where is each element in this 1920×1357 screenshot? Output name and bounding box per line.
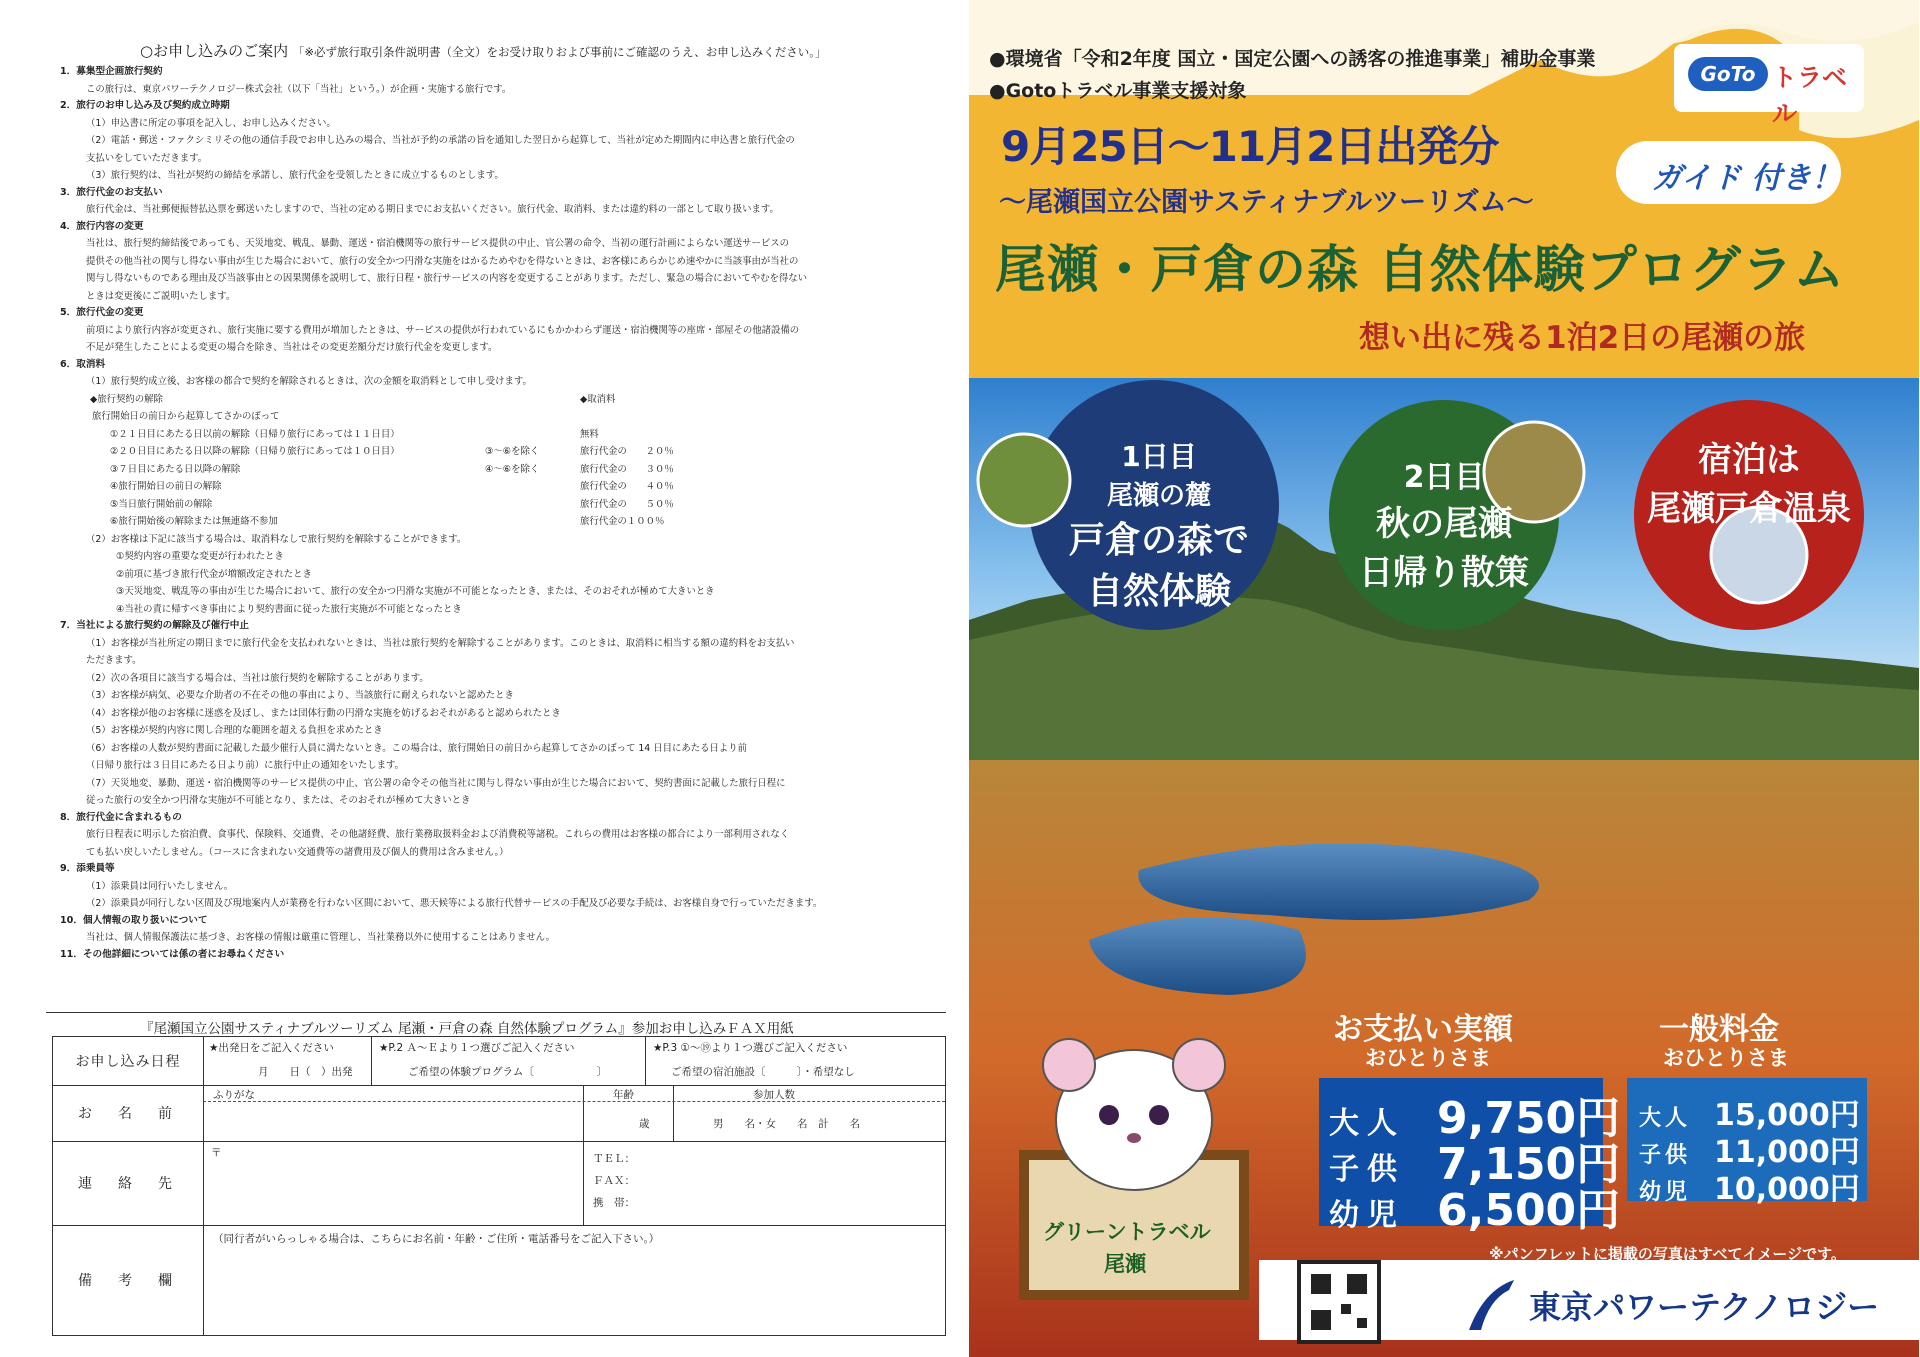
section-line: （4）お客様が他のお客様に迷惑を及ぼし、または団体行動の円滑な実施を妨げるおそれがあると認められたとき [86,707,561,719]
terms-section [60,219,940,306]
section-heading: 8．旅行代金に含まれるもの [60,811,182,823]
cancel-timing: ①２１日目にあたる日以前の解除（日帰り旅行にあっては１１日目） [110,428,400,440]
program-note: ★P.2 Ａ～Ｅより１つ選びご記入ください [379,1042,575,1054]
price-value: 6,500円 [1437,1185,1621,1236]
mascot-sign-text: 尾瀬 [1104,1252,1146,1276]
divider [583,1085,584,1141]
day2-circle [1349,452,1539,594]
section-line: （日帰り旅行は３日目にあたる日より前）に旅行中止の通知をいたします。 [86,760,405,771]
participants-label: 参加人数 [753,1089,795,1101]
cancel-fee: 旅行代金の ２０％ [580,446,674,457]
section-line: 旅行開始日の前日から起算してさかのぼって [92,411,280,422]
departure-dates: 9月25日～11月2日出発分 [1001,122,1499,171]
divider [583,1141,584,1225]
price-label: 幼児 [1329,1198,1405,1233]
flyer-title: 尾瀬・戸倉の森 自然体験プログラム [995,241,1846,300]
cancellation-section [60,357,940,619]
section-line: （1）お客様が当社所定の期日までに旅行代金を支払われないときは、当社は旅行契約を解除することがあります。このときは、取消料に相当する額の違約料をお支払い [86,637,795,649]
schedule-label: お申し込み日程 [53,1037,204,1085]
cancel-fee-row [60,461,940,479]
divider [645,1037,646,1085]
terms-section [60,98,940,185]
remarks-field[interactable] [213,1251,933,1329]
tel-field[interactable]: ＴＥＬ： [593,1153,635,1165]
terms-title-note: 「※必ず旅行取引条件説明書（全文）をお受け取りおよび事前にご確認のうえ、お申し込みください。」 [292,45,827,59]
cancel-fee: 旅行代金の１００％ [580,516,665,527]
section-line: ても払い戻しいたしません。（コースに含まれない交通費等の諸費用及び個人的費用は含みません。） [86,846,509,858]
actual-price-sub: おひとりさま [1365,1046,1491,1070]
section-line: （6）お客様の人数が契約書面に記載した最少催行人員に満たないとき。この場合は、旅行開始日の前日から起算してさかのぼって 14 日目にあたる日より前 [86,742,747,754]
price-label: 幼児 [1639,1180,1692,1205]
flyer-tagline: 想い出に残る1泊2日の尾瀬の旅 [1359,320,1806,356]
terms-section [60,618,940,810]
section-line: （7）天災地変、暴動、運送・宿泊機関等のサービス提供の中止、官公署の命令その他当社に関与し得ない事由が生じた場合において、契約書面に記載した旅行日程に [86,777,786,789]
subsidy-line: ●環境省「令和2年度 国立・国定公園への誘客の推進事業」補助金事業 [989,48,1596,70]
cancel-fee: 旅行代金の ３０％ [580,463,674,475]
regular-price-sub: おひとりさま [1663,1046,1789,1070]
stay-circle [1624,432,1874,530]
section-line: （2）添乗員が同行しない区間及び現地案内人が業務を行わない区間において、悪天候等による旅行代替サービスの手配及び必要な手続は、お客様自身で行っていただきます。 [86,898,823,909]
participants-field[interactable]: 男 名・女 名 計 名 [713,1118,860,1130]
section-heading: 1．募集型企画旅行契約 [60,66,163,77]
cancel-fee-row [60,513,940,531]
stay-line: 尾瀬戸倉温泉 [1647,489,1851,529]
section-line: 旅行代金は、当社郵便振替払込票を郵送いたしますので、当社の定める期日までにお支払いください。旅行代金、取消料、または違約料の一部として取り扱います。 [86,204,779,215]
form-row-schedule [53,1037,945,1086]
date-note: ★出発日をご記入ください [209,1042,334,1054]
address-field[interactable] [213,1163,573,1218]
section-heading: 2．旅行のお申し込み及び契約成立時期 [60,100,230,111]
name-label: お 名 前 [53,1085,204,1141]
section-line: 当社は、個人情報保護法に基づき、お客様の情報は厳重に管理し、当社業務以外に使用することはありません。 [86,932,555,943]
section-line: 関与し得ないものである理由及び当該事由との因果関係を説明して、旅行日程・旅行サービスの内容を変更することがあります。ただし、緊急の場合においてやむを得ない [86,273,807,284]
cancel-fee-row [60,496,940,514]
remarks-label: 備 考 欄 [53,1225,204,1335]
price-label: 子供 [1329,1152,1405,1187]
cancel-exception [485,496,580,514]
section-line: （2）電話・郵送・ファクシミリその他の通信手段でお申し込みの場合、当社が予約の承諾の旨を通知した翌日から起算して、当社が定めた期間内に申込書と旅行代金の [86,135,795,146]
day2-line: 日帰り散策 [1359,553,1529,593]
day1-line: 自然体験 [1086,571,1231,612]
cancel-exception: ④～⑥を除く [485,463,540,475]
cancel-fee-row [60,478,940,496]
actual-price-infant [1329,1174,1621,1238]
divider [371,1037,372,1085]
day1-line: 戸倉の森で [1068,520,1249,561]
goto-travel-logo [1674,44,1864,128]
section-heading: 11．その他詳細については係の者にお尋ねください [60,948,285,960]
name-field[interactable] [213,1107,578,1137]
age-unit: 歳 [639,1118,650,1130]
section-line: 支払いをしていただきます。 [86,152,208,164]
cancel-exception [485,478,580,496]
cancel-fee: 旅行代金の ５０％ [580,498,674,510]
age-label: 年齢 [613,1089,634,1101]
cancel-col-spacer [485,391,580,409]
form-row-contact [53,1141,945,1226]
section-line: （5）お客様が契約内容に関し合理的な範囲を超える負担を求めたとき [86,725,383,736]
section-line: ①契約内容の重要な変更が行われたとき [116,551,284,562]
section-heading: 6．取消料 [60,358,106,370]
section-line: 提供その他当社の関与し得ない事由が生じた場合において、旅行の安全かつ円滑な実施をはかるためやむを得ないときは、お客様にあらかじめ速やかに当該事由が当社の [86,255,799,267]
regular-price-heading: 一般料金 [1659,1012,1779,1047]
section-line: （2）お客様は下記に該当する場合は、取消料なしで旅行契約を解除することができます。 [86,533,467,545]
cancel-timing: ④旅行開始日の前日の解除 [110,481,222,492]
cancel-fee: 無料 [580,428,599,440]
regular-price-infant [1639,1164,1864,1208]
cancel-fee-row [60,443,940,461]
terms-section [60,64,940,98]
cancel-col-left: ◆旅行契約の解除 [90,393,163,405]
tour-flyer [969,0,1919,1357]
section-line: （1）旅行契約成立後、お客様の都合で契約を解除されるときは、次の金額を取消料として申し受けます。 [86,376,532,387]
divider [46,1012,946,1013]
divider [203,1101,945,1102]
section-line: 前項により旅行内容が変更され、旅行実施に要する費用が増加したときは、サービスの提供が行われているにもかかわらず運送・宿泊機関等の座席・部屋その他諸設備の [86,324,800,336]
section-line: （3）旅行契約は、当社が契約の締結を承諾し、旅行代金を受領したときに成立するものとします。 [86,170,504,181]
day2-label: 2日目 [1403,460,1485,495]
date-field[interactable]: 月 日（ ）出発 [258,1066,353,1078]
lodging-note: ★P.3 ①～⑲より１つ選びご記入ください [653,1042,848,1054]
day1-circle [1064,435,1254,614]
photo-disclaimer: ※パンフレットに掲載の写真はすべてイメージです。 [1489,1245,1846,1263]
section-heading: 9．添乗員等 [60,863,115,874]
flyer-subtitle: ～尾瀬国立公園サスティナブルツーリズム～ [999,187,1534,218]
goto-support-line: ●Gotoトラベル事業支援対象 [989,80,1247,102]
section-line: 旅行日程表に明示した宿泊費、食事代、保険料、交通費、その他諸経費、旅行業務取扱料金および消費税等諸税。これらの費用はお客様の都合により一部利用されなく [86,829,790,840]
section-line: （1）添乗員は同行いたしません。 [86,880,234,892]
cancel-exception [485,426,580,444]
fax-form [52,1036,946,1336]
divider [673,1085,674,1141]
stay-line: 宿泊は [1698,440,1800,480]
cancel-exception [485,513,580,531]
contact-label: 連 絡 先 [53,1141,204,1225]
form-row-name [53,1085,945,1142]
section-heading: 4．旅行内容の変更 [60,220,144,232]
furigana-label: ふりがな [213,1089,255,1101]
cancel-exception: ③～⑥を除く [485,446,540,457]
terms-section [60,947,940,964]
terms-section [60,861,940,913]
section-line: ④当社の責に帰すべき事由により契約書面に従った旅行実施が不可能となったとき [116,603,462,615]
lodging-field[interactable]: ご希望の宿泊施設〔 〕・希望なし [671,1066,855,1078]
section-line: 従った旅行の安全かつ円滑な実施が不可能となり、または、そのおそれが極めて大きいとき [86,795,471,806]
day1-label: 1日目 [1121,440,1197,473]
cancel-timing: ⑥旅行開始後の解除または無連絡不参加 [110,516,278,527]
price-value: 7,150円 [1437,1139,1621,1190]
fax-field[interactable]: ＦＡＸ： [593,1175,635,1187]
program-field[interactable]: ご希望の体験プログラム〔 〕 [408,1066,608,1078]
section-line: （1）申込書に所定の事項を記入し、お申し込みください。 [86,117,336,129]
price-value: 10,000円 [1714,1172,1860,1207]
section-line: （2）次の各項目に該当する場合は、当社は旅行契約を解除することがあります。 [86,672,429,684]
goto-badge: GoTo [1688,57,1768,91]
cancel-timing: ②２０日目にあたる日以降の解除（日帰り旅行にあっては１０日目） [110,446,400,457]
section-line: ③天災地変、戦乱等の事由が生じた場合において、旅行の安全かつ円滑な実施が不可能となったとき、または、そのおそれが極めて大きいとき [116,586,715,597]
actual-price-heading: お支払い実額 [1333,1012,1513,1047]
section-heading: 7．当社による旅行契約の解除及び催行中止 [60,620,249,631]
price-label: 子供 [1639,1143,1692,1168]
day2-line: 秋の尾瀬 [1376,504,1512,544]
fax-form-title: 『尾瀬国立公園サスティナブルツーリズム 尾瀬・戸倉の森 自然体験プログラム』参加お申し込みＦＡＸ用紙 [140,1021,794,1037]
section-line: ただきます。 [86,655,142,666]
cancel-timing: ③７日目にあたる日以降の解除 [110,463,241,475]
terms-title-text: ○お申し込みのご案内 [140,42,289,60]
section-heading: 5．旅行代金の変更 [60,307,144,318]
terms-title [140,40,826,61]
cancel-col-right: ◆取消料 [580,393,616,405]
section-line: ときは変更後にご説明いたします。 [86,290,236,302]
price-value: 11,000円 [1714,1135,1860,1170]
terms-list [60,64,940,963]
form-row-remarks [53,1225,945,1335]
section-line: 当社は、旅行契約締結後であっても、天災地変、戦乱、暴動、運送・宿泊機関等の旅行サービス提供の中止、官公署の命令、当初の運行計画によらない運送サービスの [86,238,790,249]
section-heading: 3．旅行代金のお支払い [60,186,163,198]
mobile-field[interactable]: 携 帯： [593,1197,635,1209]
terms-section [60,913,940,947]
remarks-note: （同行者がいらっしゃる場合は、こちらにお名前・年齢・ご住所・電話番号をご記入下さい。） [213,1233,660,1245]
cancel-fee-row [60,426,940,444]
price-label: 大人 [1639,1106,1692,1131]
mascot-sign-text: グリーントラベル [1043,1220,1211,1244]
section-line: 不足が発生したことによる変更の場合を除き、当社はその変更差額分だけ旅行代金を変更します。 [86,342,498,353]
terms-section [60,185,940,219]
price-value: 15,000円 [1714,1098,1860,1133]
cancel-fee: 旅行代金の ４０％ [580,481,674,492]
section-line: この旅行は、東京パワーテクノロジー株式会社（以下「当社」という。）が企画・実施する旅行です。 [86,83,512,95]
company-logo-text: 東京パワーテクノロジー [1529,1288,1880,1326]
guide-text: ガイド 付き！ [1652,161,1842,196]
price-value: 9,750円 [1437,1093,1621,1144]
terms-section [60,305,940,357]
goto-text: トラベル [1772,63,1848,128]
postal-mark: 〒 [211,1147,222,1159]
day1-line: 尾瀬の麓 [1106,481,1211,511]
cancel-column-headers [60,391,940,409]
section-line: （3）お客様が病気、必要な介助者の不在その他の事由により、当該旅行に耐えられないと認めたとき [86,690,514,701]
section-line: ②前項に基づき旅行代金が増額改定されたとき [116,568,312,580]
cancel-timing: ⑤当日旅行開始前の解除 [110,498,213,510]
terms-section [60,810,940,862]
price-label: 大人 [1329,1106,1405,1141]
section-heading: 10．個人情報の取り扱いについて [60,914,208,926]
